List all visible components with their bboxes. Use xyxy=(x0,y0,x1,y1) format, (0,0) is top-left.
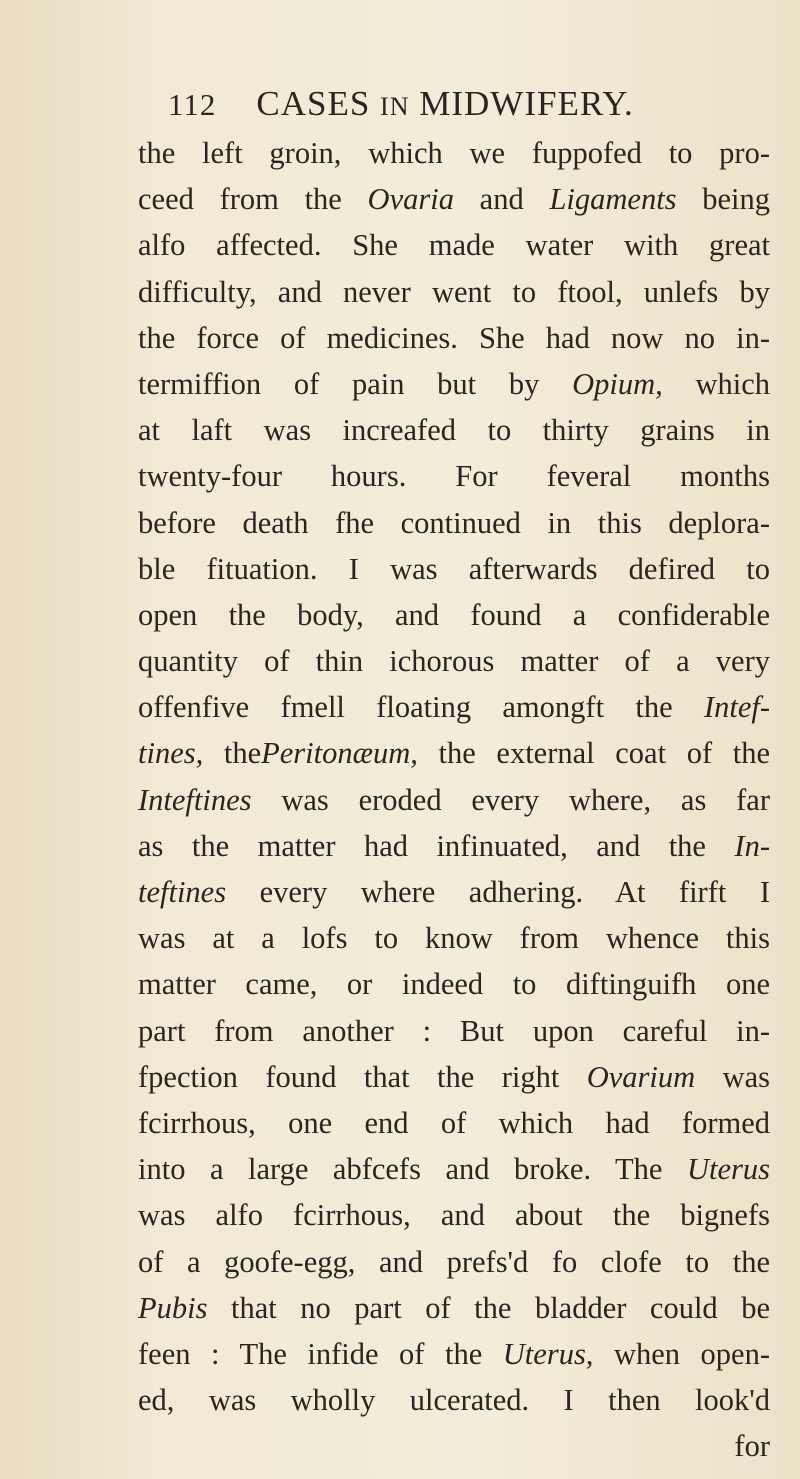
text-run: twenty-four hours. For feveral months xyxy=(138,459,770,494)
text-run: the force of medicines. She had now no in- xyxy=(138,320,770,355)
text-run: part from another : But upon careful in- xyxy=(138,1013,770,1048)
text-line xyxy=(138,684,770,730)
italic-term: teftines xyxy=(138,875,227,909)
text-line xyxy=(138,453,770,499)
catchword xyxy=(138,1423,770,1469)
italic-term: Opium, xyxy=(572,366,663,401)
text-line xyxy=(138,1331,770,1377)
text-line xyxy=(138,869,770,915)
text-run: offenfive fmell floating amongft the xyxy=(138,690,704,725)
text-run: was at a lofs to know from whence this xyxy=(138,921,770,956)
text-run: the left groin, which we fuppofed to pro- xyxy=(138,136,770,170)
text-line xyxy=(138,315,770,361)
text-line xyxy=(138,1008,770,1054)
text-run: ed, was wholly ulcerated. I then look'd xyxy=(138,1383,770,1418)
text-line xyxy=(138,823,770,869)
text-line xyxy=(138,915,770,961)
italic-term: Uterus, xyxy=(502,1336,594,1371)
text-run: being xyxy=(676,182,771,217)
text-line xyxy=(138,592,770,638)
italic-term: Peritonæum, xyxy=(261,736,418,771)
catchword-text: for xyxy=(734,1429,770,1464)
text-run: at laft was increafed to thirty grains in xyxy=(138,413,770,448)
italic-term: Ovaria xyxy=(367,182,454,217)
text-run: was eroded every where, as far xyxy=(251,782,770,817)
text-run: and xyxy=(453,182,550,217)
italic-term: Uterus xyxy=(686,1152,770,1187)
text-run: feen : The infide of the xyxy=(138,1336,503,1371)
text-line xyxy=(138,1239,770,1285)
text-line xyxy=(138,361,770,407)
text-line xyxy=(138,1192,770,1238)
text-line xyxy=(138,130,770,176)
italic-term: Ligaments xyxy=(549,182,677,217)
text-run: open the body, and found a confiderable xyxy=(138,597,770,632)
text-line xyxy=(138,1377,770,1423)
text-run: when open- xyxy=(593,1336,770,1371)
text-run: that no part of the bladder could be xyxy=(207,1290,770,1325)
text-run: alfo affected. She made water with great xyxy=(138,228,770,263)
running-head-part: MIDWIFERY. xyxy=(409,84,634,123)
page-header xyxy=(168,84,768,134)
text-line xyxy=(138,961,770,1007)
text-run: as the matter had infinuated, and the xyxy=(138,828,735,863)
text-line xyxy=(138,1054,770,1100)
text-run: into a large abfcefs and broke. The xyxy=(138,1152,687,1187)
text-run: ceed from the xyxy=(138,182,368,217)
text-run: difficulty, and never went to ftool, unlefs by xyxy=(138,274,770,309)
text-run: the xyxy=(203,736,262,771)
text-run: fpection found that the right xyxy=(138,1059,587,1094)
text-run: quantity of thin ichorous matter of a very xyxy=(138,644,770,679)
text-run: the external coat of the xyxy=(417,736,770,771)
text-line xyxy=(138,1146,770,1192)
italic-term: In- xyxy=(734,828,770,863)
italic-term: Intef- xyxy=(703,690,770,725)
text-line xyxy=(138,1285,770,1331)
text-run: which xyxy=(662,366,770,401)
text-run: was xyxy=(695,1059,770,1094)
text-line xyxy=(138,500,770,546)
running-head xyxy=(256,84,633,124)
text-line xyxy=(138,269,770,315)
text-line xyxy=(138,638,770,684)
page-number: 112 xyxy=(168,87,217,122)
running-head-part: IN xyxy=(380,92,410,121)
text-run: of a goofe-egg, and prefs'd fo clofe to the xyxy=(138,1244,770,1279)
text-line xyxy=(138,546,770,592)
text-line xyxy=(138,1100,770,1146)
text-run: fcirrhous, one end of which had formed xyxy=(138,1105,770,1140)
italic-term: Inteftines xyxy=(138,782,252,817)
running-head-part: CASES xyxy=(256,84,381,123)
text-run: ble fituation. I was afterwards defired to xyxy=(138,551,770,586)
text-run: every where adhering. At firft I xyxy=(226,875,770,909)
text-run: matter came, or indeed to diftinguifh one xyxy=(138,967,770,1002)
text-run: was alfo fcirrhous, and about the bignefs xyxy=(138,1198,770,1233)
text-run: termiffion of pain but by xyxy=(138,366,573,401)
body-text xyxy=(138,130,770,1469)
italic-term: Ovarium xyxy=(586,1059,696,1094)
text-run: before death fhe continued in this deplora- xyxy=(138,505,770,540)
italic-term: tines, xyxy=(138,736,204,771)
text-line xyxy=(138,222,770,268)
italic-term: Pubis xyxy=(138,1290,208,1325)
text-line xyxy=(138,176,770,222)
text-line xyxy=(138,407,770,453)
text-line xyxy=(138,777,770,823)
text-line xyxy=(138,730,770,776)
